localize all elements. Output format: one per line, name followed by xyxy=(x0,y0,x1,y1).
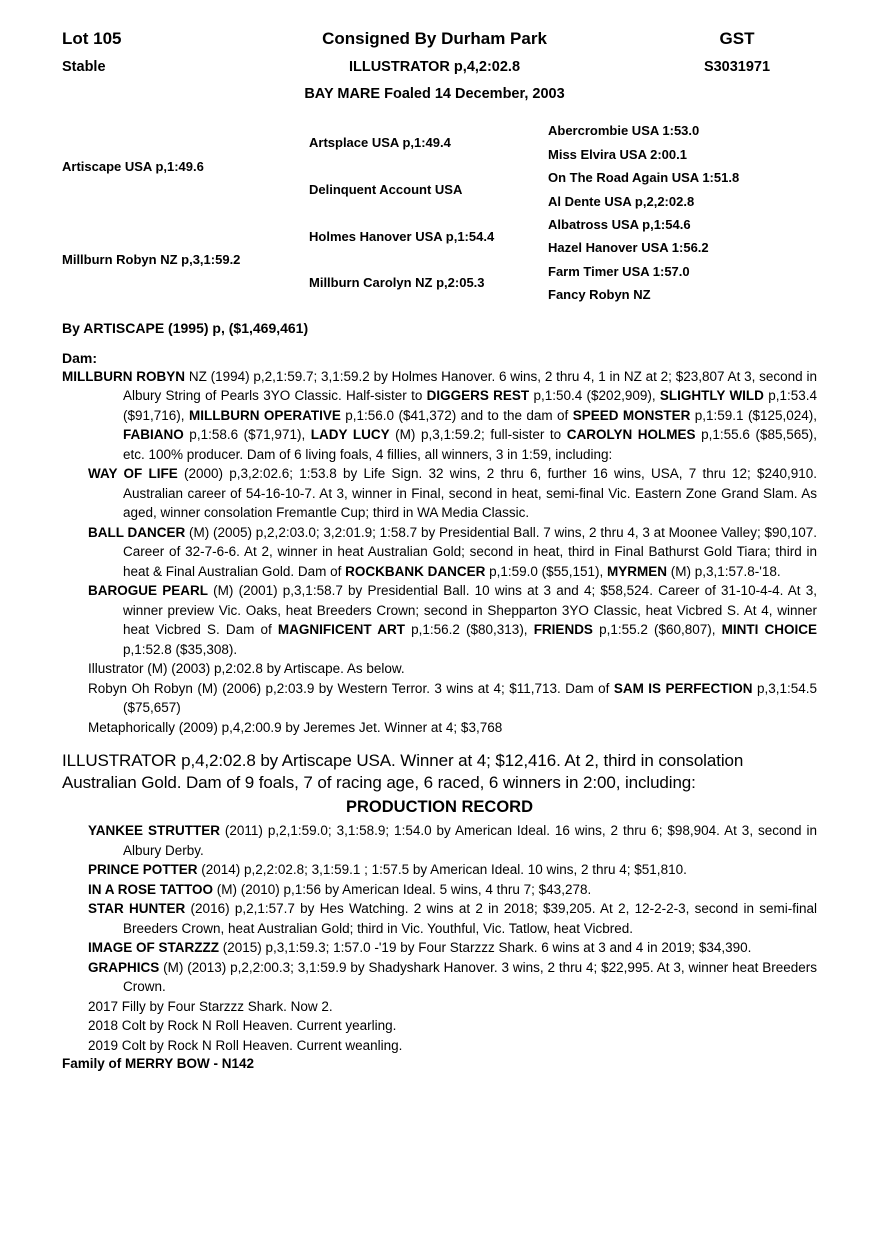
pedigree-cell: Holmes Hanover USA p,1:54.4 xyxy=(309,228,495,244)
pedigree-cell: Hazel Hanover USA 1:56.2 xyxy=(548,240,709,256)
family-line: Family of MERRY BOW - N142 xyxy=(62,1056,255,1072)
dam-entry: Robyn Oh Robyn (M) (2006) p,2:03.9 by Western Terror. 3 wins at 4; $11,713. Dam of SAM IS PERFECTION p,3,1:54.5 ($75,657) xyxy=(88,680,817,716)
production-entry: IMAGE OF STARZZZ (2015) p,3,1:59.3; 1:57.0 -'19 by Four Starzzz Shark. 6 wins at 3 and 4 in 2019; $34,390. xyxy=(88,940,752,956)
consignor: Consigned By Durham Park xyxy=(322,29,547,48)
production-entry: STAR HUNTER (2016) p,2,1:57.7 by Hes Watching. 2 wins at 2 in 2018; $39,205. At 2, 12-2-2-3, second in semi-final Breeders Crown, heat Australian Gold; third in Vic. Youthful, Vic. Tatlow, heat Vicbred. xyxy=(88,901,818,936)
pedigree-table xyxy=(62,120,817,307)
dam-entry: Metaphorically (2009) p,4,2:00.9 by Jeremes Jet. Winner at 4; $3,768 xyxy=(88,719,503,735)
pedigree-sire: Artiscape USA p,1:49.6 xyxy=(62,158,204,174)
pedigree-cell: Abercrombie USA 1:53.0 xyxy=(548,123,700,139)
foaled-line: BAY MARE Foaled 14 December, 2003 xyxy=(304,85,565,102)
production-entry: GRAPHICS (M) (2013) p,2,2:00.3; 3,1:59.9 by Shadyshark Hanover. 3 wins, 2 thru 4; $22,995. At 3, winner heat Breeders Crown. xyxy=(88,959,817,995)
production-record-section xyxy=(62,798,817,1055)
pedigree-cell: Artsplace USA p,1:49.4 xyxy=(309,135,451,151)
illustrator-summary: ILLUSTRATOR p,4,2:02.8 by Artiscape USA. Winner at 4; $12,416. At 2, third in consolation Australian Gold. Dam of 9 foals, 7 of racing age, 6 raced, 6 winners in 2:00, including: xyxy=(62,751,744,793)
dam-entry: Illustrator (M) (2003) p,2:02.8 by Artiscape. As below. xyxy=(88,661,405,677)
production-entry: YANKEE STRUTTER (2011) p,2,1:59.0; 3,1:58.9; 1:54.0 by American Ideal. 16 wins, 2 thru 6; $98,904. At 3, second in Albury Derby. xyxy=(88,823,817,858)
pedigree-cell: On The Road Again USA 1:51.8 xyxy=(548,170,740,186)
dam-label: Dam: xyxy=(62,349,98,366)
pedigree-cell: Al Dente USA p,2,2:02.8 xyxy=(548,193,695,209)
dam-section xyxy=(62,350,817,738)
production-entry: IN A ROSE TATTOO (M) (2010) p,1:56 by American Ideal. 5 wins, 4 thru 7; $43,278. xyxy=(88,881,592,897)
pedigree-cell: Delinquent Account USA xyxy=(309,181,463,197)
pedigree-cell: Farm Timer USA 1:57.0 xyxy=(548,263,690,279)
stable-label: Stable xyxy=(62,58,106,75)
gst-label: GST xyxy=(719,29,755,48)
pedigree-cell: Albatross USA p,1:54.6 xyxy=(548,217,691,232)
dam-entry: MILLBURN ROBYN NZ (1994) p,2,1:59.7; 3,1:59.2 by Holmes Hanover. 6 wins, 2 thru 4, 1 in NZ at 2; $23,807 At 3, second in Albury String of Pearls 3YO Classic. Half-sister to DIGGERS REST p,1:50.4 ($202,909), SLIGHTLY WILD p,1:53.4 ($91,716), MILLBURN OPERATIVE p,1:56.0 ($41,372) and to the dam of SPEED MONSTER p,1:59.1 ($125,024), FABIANO p,1:58.6 ($71,971), LADY LUCY (M) p,3,1:59.2; full-sister to CAROLYN HOLMES p,1:55.6 ($85,565), etc. 100% producer. Dam of 6 living foals, 4 fillies, all winners, 3 in 1:59, including: xyxy=(62,368,818,462)
pedigree-cell: Miss Elvira USA 2:00.1 xyxy=(548,146,687,162)
page-header xyxy=(62,30,817,103)
dam-entry: BALL DANCER (M) (2005) p,2,2:03.0; 3,2:01.9; 1:58.7 by Presidential Ball. 7 wins, 2 thru 4, 3 at Moonee Valley; $90,107. Career of 32-7-6-6. At 2, winner in heat Australian Gold; second in heat, third in Final Bathurst Gold Tiara; third in heat & Final Australian Gold. Dam of ROCKBANK DANCER p,1:59.0 ($55,151), MYRMEN (M) p,3,1:57.8-'18. xyxy=(88,524,817,579)
production-entry: 2019 Colt by Rock N Roll Heaven. Current weanling. xyxy=(88,1037,403,1053)
pedigree-dam: Millburn Robyn NZ p,3,1:59.2 xyxy=(62,252,241,268)
dam-entry: WAY OF LIFE (2000) p,3,2:02.6; 1:53.8 by Life Sign. 32 wins, 2 thru 6, further 16 wins, USA, 7 thru 12; $240,910. Australian career of 54-16-10-7. At 3, winner in Final, second in heat, semi-final Vic. Eastern Zone Grand Slam. As aged, winner consolation Fremantle Cup; third in WA Media Classic. xyxy=(88,466,817,521)
production-entry: 2018 Colt by Rock N Roll Heaven. Current yearling. xyxy=(88,1018,397,1034)
horse-title: ILLUSTRATOR p,4,2:02.8 xyxy=(348,58,521,75)
dam-entry: BAROGUE PEARL (M) (2001) p,3,1:58.7 by Presidential Ball. 10 wins at 3 and 4; $58,524. Career of 31-10-4-4. At 3, winner preview Vic. Oaks, heat Breeders Crown; second in Shepparton 3YO Classic, heat Vicbred S. At 4, winner heat Vicbred S. Dam of MAGNIFICENT ART p,1:56.2 ($80,313), FRIENDS p,1:55.2 ($60,807), MINTI CHOICE p,1:52.8 ($35,308). xyxy=(88,583,818,657)
production-record-title: PRODUCTION RECORD xyxy=(345,798,533,817)
production-entry: 2017 Filly by Four Starzzz Shark. Now 2. xyxy=(88,998,333,1014)
pedigree-cell: Millburn Carolyn NZ p,2:05.3 xyxy=(309,275,485,291)
registration-number: S3031971 xyxy=(703,58,771,75)
production-entry: PRINCE POTTER (2014) p,2,2:02.8; 3,1:59.1 ; 1:57.5 by American Ideal. 10 wins, 2 thru 4; $51,810. xyxy=(88,862,687,878)
pedigree-cell: Fancy Robyn NZ xyxy=(548,287,651,303)
lot-number: Lot 105 xyxy=(62,29,122,48)
sire-summary: By ARTISCAPE (1995) p, ($1,469,461) xyxy=(62,319,309,336)
